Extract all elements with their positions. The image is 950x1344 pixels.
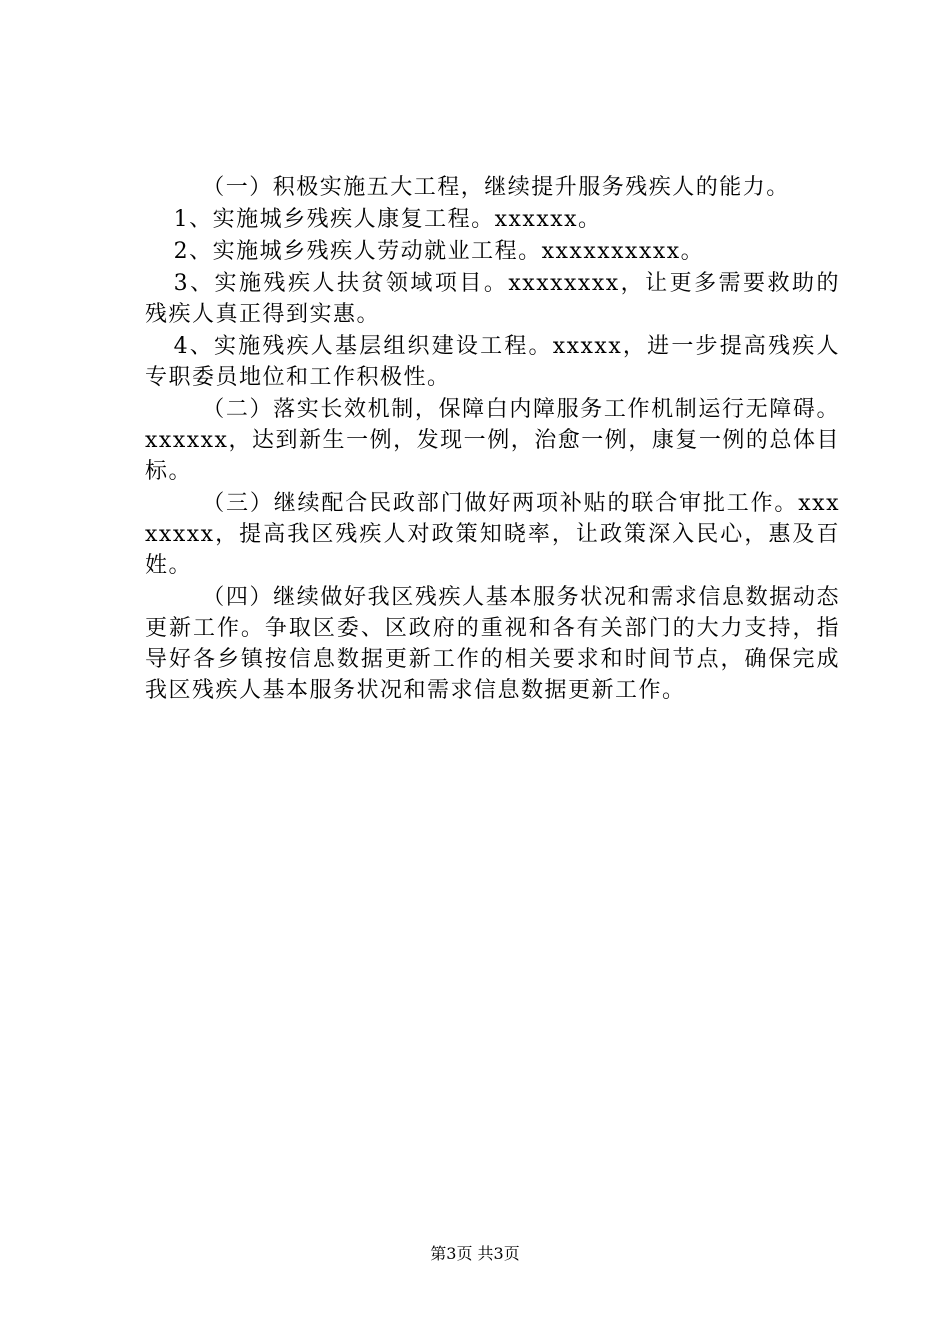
- paragraph-section-three: （三）继续配合民政部门做好两项补贴的联合审批工作。xxxxxxxx，提高我区残疾人对政策知晓率，让政策深入民心，惠及百姓。: [145, 491, 840, 578]
- paragraph-section-four: （四）继续做好我区残疾人基本服务状况和需求信息数据动态更新工作。争取区委、区政府的重视和各有关部门的大力支持，指导好各乡镇按信息数据更新工作的相关要求和时间节点，确保完成我区残疾人基本服务状况和需求信息数据更新工作。: [145, 585, 840, 703]
- paragraph-item-3: 3、实施残疾人扶贫领域项目。xxxxxxxx，让更多需要救助的残疾人真正得到实惠。: [145, 271, 840, 327]
- page-number-label: 第3页 共3页: [430, 1244, 520, 1263]
- paragraph-section-two: （二）落实长效机制，保障白内障服务工作机制运行无障碍。xxxxxx，达到新生一例，发现一例，治愈一例，康复一例的总体目标。: [145, 397, 840, 484]
- paragraph-section-one: （一）积极实施五大工程，继续提升服务残疾人的能力。: [202, 175, 790, 200]
- paragraph-item-2: 2、实施城乡残疾人劳动就业工程。xxxxxxxxxx。: [173, 239, 705, 264]
- paragraph-item-4: 4、实施残疾人基层组织建设工程。xxxxx，进一步提高残疾人专职委员地位和工作积极性。: [145, 334, 840, 390]
- paragraph-item-1: 1、实施城乡残疾人康复工程。xxxxxx。: [173, 207, 602, 232]
- document-body: [145, 172, 840, 707]
- page-footer: [0, 1243, 950, 1265]
